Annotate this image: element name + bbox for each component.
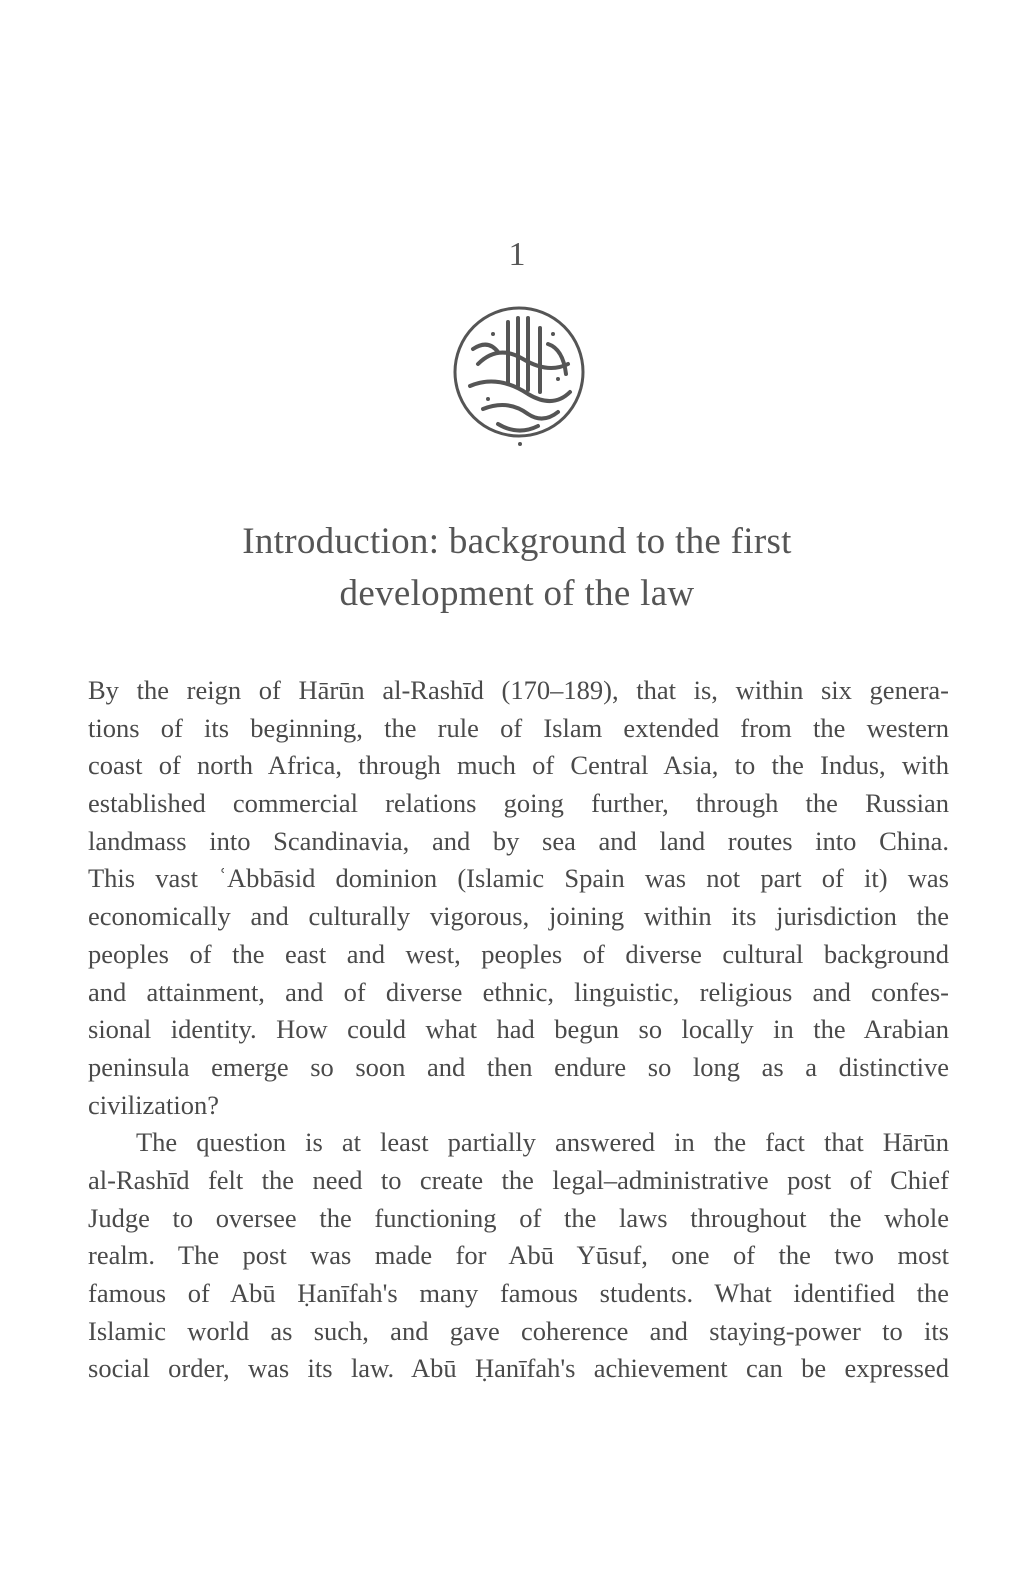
- body-text: [88, 672, 949, 1388]
- text-line: This vast ʿAbbāsid dominion (Islamic Spain was not part of it) was: [88, 863, 949, 894]
- text-line: Islamic world as such, and gave coherence and staying-power to its: [88, 1315, 949, 1346]
- chapter-title: [0, 516, 1034, 620]
- text-line: economically and culturally vigorous, joining within its jurisdiction the: [88, 901, 949, 932]
- text-line: al-Rashīd felt the need to create the legal–administrative post of Chief: [88, 1164, 949, 1195]
- chapter-number: 1: [508, 236, 526, 273]
- text-line: established commercial relations going further, through the Russian: [88, 788, 949, 819]
- chapter-title-line: development of the law: [339, 573, 695, 614]
- text-line: tions of its beginning, the rule of Islam extended from the western: [88, 712, 949, 743]
- text-line: realm. The post was made for Abū Yūsuf, one of the two most: [88, 1240, 949, 1271]
- chapter-title-line: Introduction: background to the first: [242, 521, 792, 562]
- text-line: Judge to oversee the functioning of the laws throughout the whole: [88, 1202, 949, 1233]
- paragraph-1: [88, 672, 949, 1124]
- text-line: The question is at least partially answered in the fact that Hārūn: [136, 1127, 949, 1158]
- text-line: sional identity. How could what had begun so locally in the Arabian: [88, 1014, 949, 1045]
- text-line: famous of Abū Ḥanīfah's many famous students. What identified the: [88, 1278, 949, 1308]
- text-line: peninsula emerge so soon and then endure so long as a distinctive: [88, 1051, 949, 1082]
- text-line: social order, was its law. Abū Ḥanīfah's achievement can be expressed: [88, 1353, 949, 1384]
- text-line: peoples of the east and west, peoples of diverse cultural background: [88, 938, 949, 969]
- text-line: landmass into Scandinavia, and by sea and land routes into China.: [88, 825, 949, 856]
- text-line: coast of north Africa, through much of Central Asia, to the Indus, with: [88, 750, 949, 781]
- calligraphy-seal-icon: [448, 304, 590, 446]
- text-line: and attainment, and of diverse ethnic, linguistic, religious and confes-: [88, 976, 949, 1007]
- text-line: By the reign of Hārūn al-Rashīd (170–189), that is, within six genera-: [88, 675, 949, 705]
- paragraph-2: [88, 1124, 949, 1388]
- text-line: civilization?: [88, 1089, 219, 1120]
